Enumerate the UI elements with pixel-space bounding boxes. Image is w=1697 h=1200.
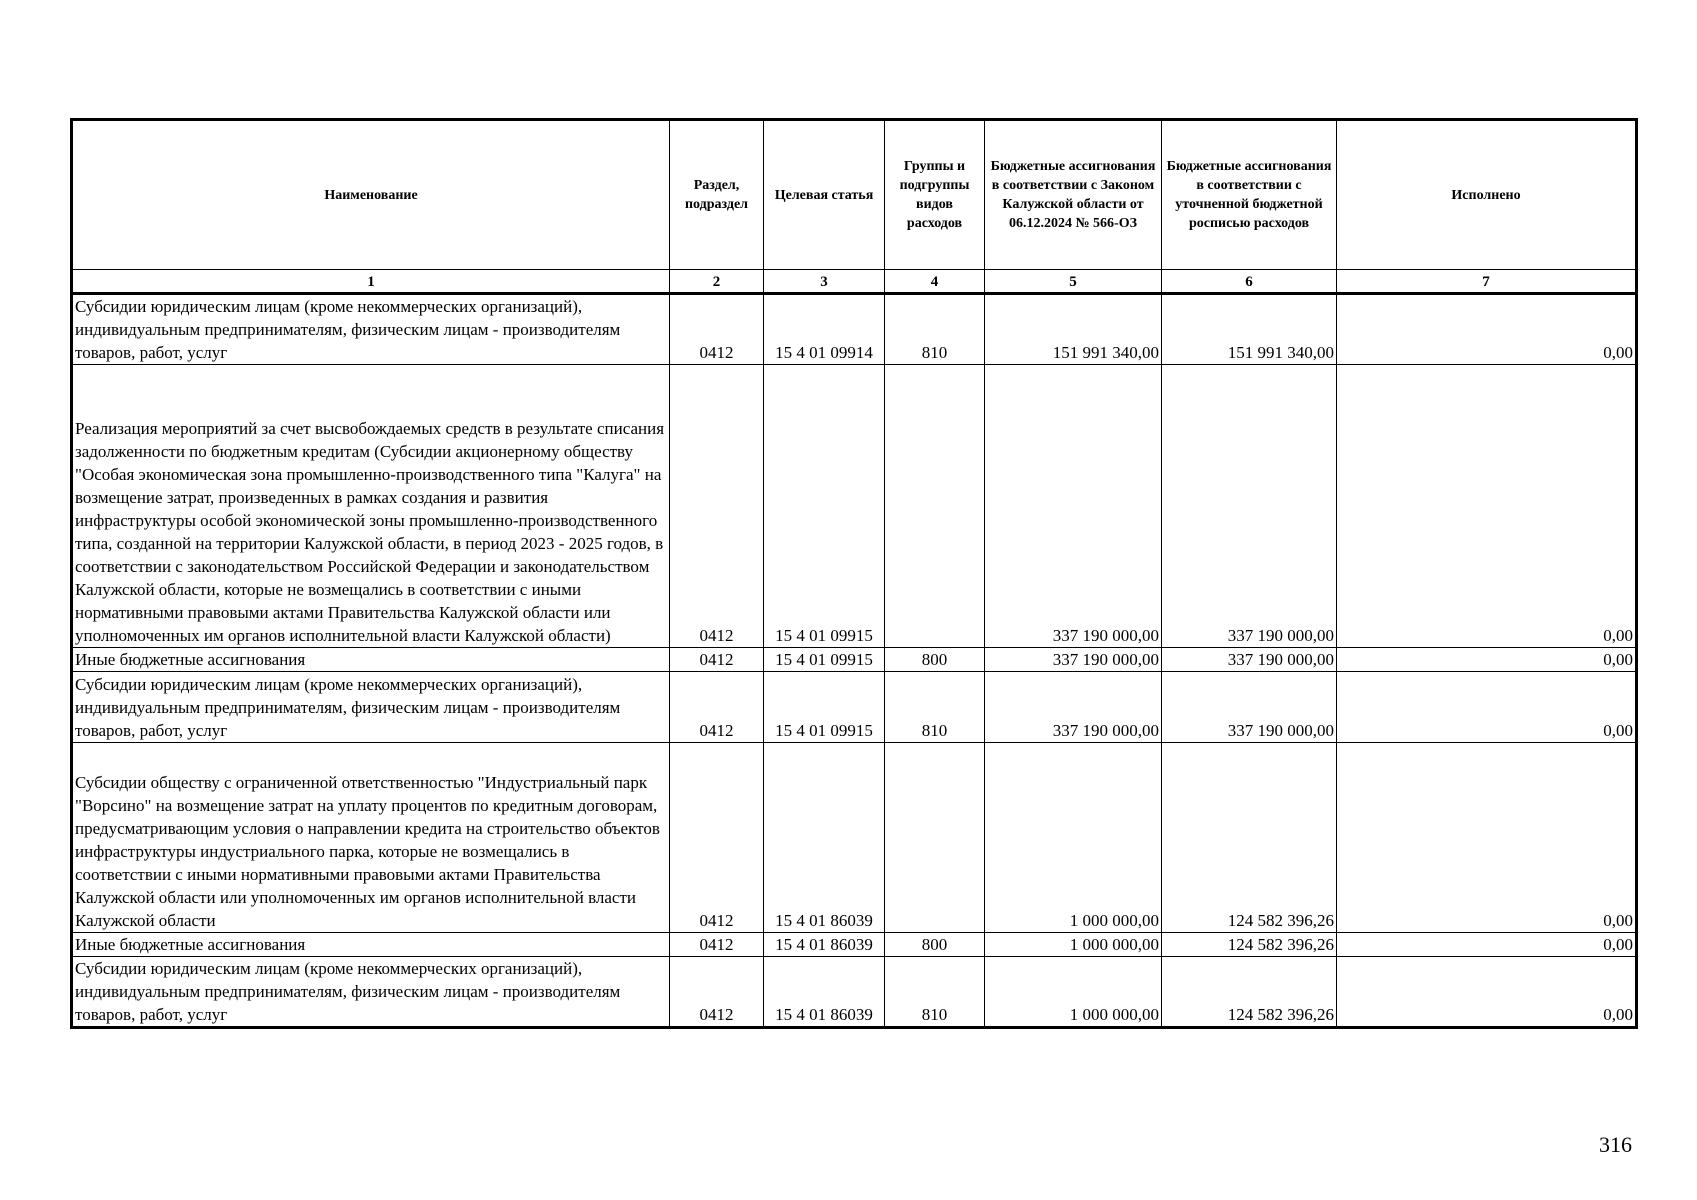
column-number: 5 [985,270,1162,294]
row-refined-amount: 337 190 000,00 [1162,648,1337,672]
row-group: 800 [885,933,985,957]
column-number: 6 [1162,270,1337,294]
row-target: 15 4 01 09915 [764,365,885,648]
header-target: Целевая статья [764,120,885,270]
row-group: 810 [885,957,985,1028]
row-group: 800 [885,648,985,672]
column-number: 3 [764,270,885,294]
row-law-amount: 337 190 000,00 [985,365,1162,648]
table-row [72,365,1637,648]
column-number-row [72,270,1637,294]
budget-table [70,118,1638,1029]
row-name: Субсидии юридическим лицам (кроме некоммерческих организаций), индивидуальным предпринимателям, физическим лицам - производителям товаров, работ, услуг [72,672,670,743]
row-section: 0412 [670,957,764,1028]
header-executed: Исполнено [1337,120,1637,270]
row-executed: 0,00 [1337,672,1637,743]
row-name: Субсидии юридическим лицам (кроме некоммерческих организаций), индивидуальным предпринимателям, физическим лицам - производителям товаров, работ, услуг [72,294,670,365]
row-executed: 0,00 [1337,933,1637,957]
row-target: 15 4 01 86039 [764,933,885,957]
table-row [72,933,1637,957]
header-section: Раздел, подраздел [670,120,764,270]
row-section: 0412 [670,648,764,672]
row-target: 15 4 01 09915 [764,648,885,672]
column-number: 2 [670,270,764,294]
row-law-amount: 1 000 000,00 [985,957,1162,1028]
header-law-amount: Бюджетные ассигнования в соответствии с Законом Калужской области от 06.12.2024 № 566-ОЗ [985,120,1162,270]
row-executed: 0,00 [1337,294,1637,365]
row-law-amount: 337 190 000,00 [985,672,1162,743]
row-refined-amount: 337 190 000,00 [1162,672,1337,743]
row-section: 0412 [670,365,764,648]
row-group [885,365,985,648]
row-law-amount: 151 991 340,00 [985,294,1162,365]
row-refined-amount: 124 582 396,26 [1162,743,1337,933]
header-group: Группы и подгруппы видов расходов [885,120,985,270]
header-refined-amount: Бюджетные ассигнования в соответствии с уточненной бюджетной росписью расходов [1162,120,1337,270]
row-name: Иные бюджетные ассигнования [72,648,670,672]
table-row [72,957,1637,1028]
row-refined-amount: 337 190 000,00 [1162,365,1337,648]
table-row [72,648,1637,672]
row-name: Субсидии юридическим лицам (кроме некоммерческих организаций), индивидуальным предпринимателям, физическим лицам - производителям товаров, работ, услуг [72,957,670,1028]
row-section: 0412 [670,743,764,933]
row-name: Иные бюджетные ассигнования [72,933,670,957]
row-refined-amount: 124 582 396,26 [1162,957,1337,1028]
row-law-amount: 337 190 000,00 [985,648,1162,672]
table-row [72,672,1637,743]
row-executed: 0,00 [1337,365,1637,648]
row-section: 0412 [670,672,764,743]
row-refined-amount: 151 991 340,00 [1162,294,1337,365]
row-group: 810 [885,672,985,743]
column-number: 4 [885,270,985,294]
row-law-amount: 1 000 000,00 [985,933,1162,957]
row-target: 15 4 01 86039 [764,957,885,1028]
row-name: Субсидии обществу с ограниченной ответственностью "Индустриальный парк "Ворсино" на возмещение затрат на уплату процентов по кредитным договорам, предусматривающим условия о направлении кредита на строительство объектов инфраструктуры индустриального парка, которые не возмещались в соответствии с иными нормативными правовыми актами Правительства Калужской области или уполномоченных им органов исполнительной власти Калужской области [72,743,670,933]
row-target: 15 4 01 09915 [764,672,885,743]
row-name: Реализация мероприятий за счет высвобождаемых средств в результате списания задолженности по бюджетным кредитам (Субсидии акционерному обществу "Особая экономическая зона промышленно-производственного типа "Калуга" на возмещение затрат, произведенных в рамках создания и развития инфраструктуры особой экономической зоны промышленно-производственного типа, созданной на территории Калужской области, в период 2023 - 2025 годов, в соответствии с законодательством Российской Федерации и законодательством Калужской области, которые не возмещались в соответствии с иными нормативными правовыми актами Правительства Калужской области или уполномоченных им органов исполнительной власти Калужской области) [72,365,670,648]
row-executed: 0,00 [1337,648,1637,672]
column-number: 7 [1337,270,1637,294]
row-group: 810 [885,294,985,365]
row-executed: 0,00 [1337,743,1637,933]
table-row [72,743,1637,933]
row-section: 0412 [670,933,764,957]
row-section: 0412 [670,294,764,365]
table-header-row [72,120,1637,270]
page-number: 316 [1599,1132,1632,1157]
row-group [885,743,985,933]
column-number: 1 [72,270,670,294]
table-row [72,294,1637,365]
row-law-amount: 1 000 000,00 [985,743,1162,933]
row-target: 15 4 01 09914 [764,294,885,365]
row-executed: 0,00 [1337,957,1637,1028]
row-target: 15 4 01 86039 [764,743,885,933]
row-refined-amount: 124 582 396,26 [1162,933,1337,957]
header-name: Наименование [72,120,670,270]
